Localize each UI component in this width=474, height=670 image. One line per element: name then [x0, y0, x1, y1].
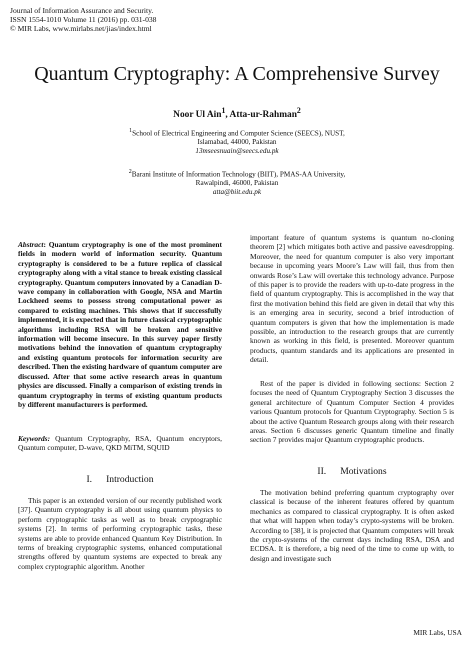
right-paragraph-2: Rest of the paper is divided in following sections: Section 2 focuses the need of Quantum Cryptography Section 3 discusses the general architecture of Quantum Computer Section 4 provides various Quantum protocols for Quantum Cryptography. Section 5 is about the active Quantum Research groups along with their research areas. Section 6 discusses generic Quantum timeline and finally section 7 provides major Quantum cryptographic products.	[250, 379, 454, 445]
keywords	[18, 434, 222, 453]
paper-title: Quantum Cryptography: A Comprehensive Survey	[34, 63, 440, 85]
section-1-title: Introduction	[106, 474, 154, 485]
journal-line-1: Journal of Information Assurance and Security.	[10, 6, 154, 15]
affiliation-1-sup: 1	[129, 128, 133, 134]
affiliation-1-line-1	[0, 127, 474, 138]
affiliation-2-line-2: Rawalpindi, 46000, Pakistan	[195, 179, 279, 188]
affiliation-1-email[interactable]: 13mseesnuain@seecs.edu.pk	[195, 147, 279, 156]
author-line	[0, 106, 474, 120]
journal-header	[10, 6, 156, 33]
section-2-paragraph: The motivation behind preferring quantum cryptography over classical is because of the inherent features offered by quantum mechanics as compared to classical cryptography. It is often asked that what will happen when today’s crypto-systems will be broken. According to [38], it is projected that Quantum computers will break the crypto-systems of the current days including RSA, DSA and ECDSA. It is therefore, a big need of the time to come up with, to design and investigate such	[250, 488, 454, 563]
affiliation-2-text: Barani Institute of Information Technology (BIIT), PMAS-AA University,	[131, 170, 346, 179]
section-1-paragraph: This paper is an extended version of our recently published work [37]. Quantum cryptography is all about using quantum physics to perform cryptographic tasks as well as to break cryptographic systems [2]. In terms of performing cryptographic tasks, these systems are able to provide enhanced Quantum Key Distribution. In terms of breaking cryptographic systems, enhanced computational strengths offered by quantum systems are expected to break any complex cryptographic algorithm. Another	[18, 496, 222, 571]
abstract-label: Abstract	[18, 240, 44, 249]
author-1: Noor Ul Ain	[173, 110, 222, 121]
author-1-sup: 1	[221, 106, 226, 115]
author-2-sup: 2	[296, 106, 301, 115]
section-2-title: Motivations	[340, 466, 387, 477]
affiliation-2-line-1	[0, 168, 474, 179]
author-2: Atta-ur-Rahman	[229, 110, 297, 121]
section-1-heading	[18, 475, 222, 484]
affiliation-2-email[interactable]: atta@biit.edu.pk	[212, 188, 262, 197]
journal-line-2: ISSN 1554-1010 Volume 11 (2016) pp. 031-038	[10, 15, 157, 24]
affiliation-1	[0, 127, 474, 156]
section-2-heading	[250, 467, 454, 476]
affiliation-1-text: School of Electrical Engineering and Computer Science (SEECS), NUST,	[132, 129, 345, 138]
abstract	[18, 240, 222, 409]
page-footer: MIR Labs, USA	[413, 628, 462, 637]
affiliation-2-sup: 2	[128, 169, 132, 175]
section-1-number: I.	[86, 474, 93, 485]
affiliation-2	[0, 168, 474, 197]
keywords-text: Quantum Cryptography, RSA, Quantum encryptors, Quantum computer, D-wave, QKD MiTM, SQUID	[18, 434, 222, 453]
right-paragraph-1: important feature of quantum systems is quantum no-cloning theorem [2] which mitigates both active and passive eavesdropping. Moreover, the need for quantum computer is also very important because in upcoming years Moore’s Law will fail, thus from then onwards Rose’s Law will overtake this technology advance. Purpose of this paper is to provide the readers with up-to-date progress in the field of quantum cryptography. This is accomplished in the way that first the motivation behind this field are given in detail that why this is an emerging area in security, second a brief introduction of quantum computers is given that how the implementation is made possible, an introduction to the research groups that are currently known as working in this field, is presented. Moreover quantum products, quantum standards and its applications are presented in detail.	[250, 233, 454, 365]
affiliation-1-line-2: Islamabad, 44000, Pakistan	[197, 138, 277, 147]
abstract-text: : Quantum cryptography is one of the most prominent fields in modern world of information security. Quantum cryptography is considered to be a future replica of classical cryptography along with a vital stance to break existing classical cryptography. Quantum computers innovated by a Canadian D-wave company in collaboration with Google, NSA and Martin Lockheed seems to possess strong computational power as compared to existing machines. This shows that if successfully implemented, it is expected that in future classical cryptographic algorithms including RSA will be broken and sensitive information will become insecure. In this survey paper firstly motivations behind the innovation of quantum cryptography and existing quantum protocols for information security are described. Then the existing hardware of quantum computer are discussed. After that some active research areas in quantum physics are discussed. Finally a comparison of existing trends in quantum cryptography in terms of existing quantum products by different manufacturers is performed.	[18, 240, 222, 409]
keywords-label: Keywords:	[18, 434, 51, 443]
author-separator: ,	[225, 110, 230, 121]
section-2-number: II.	[317, 466, 327, 477]
journal-line-3: © MIR Labs, www.mirlabs.net/jias/index.html	[10, 24, 152, 33]
